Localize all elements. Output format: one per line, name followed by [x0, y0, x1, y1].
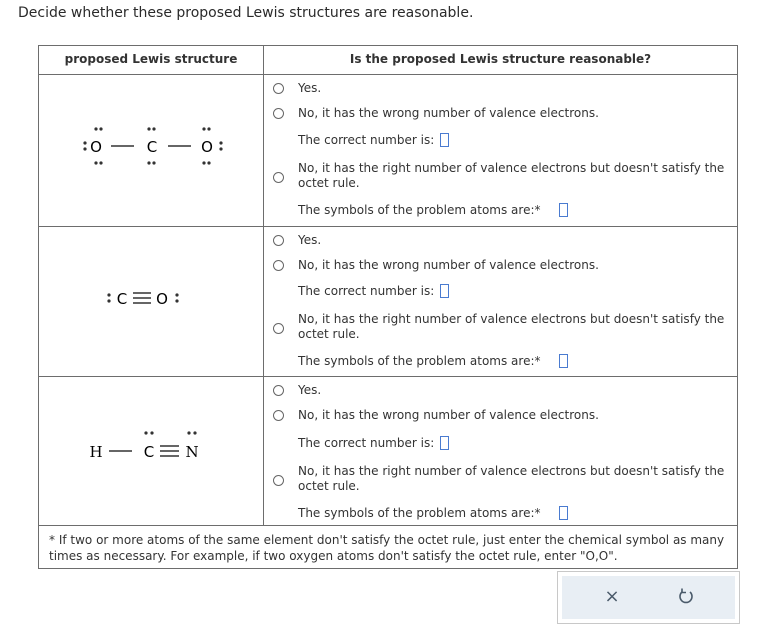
atom-o: O: [156, 290, 168, 308]
problem-atoms-label: The symbols of the problem atoms are:*: [298, 203, 568, 217]
header-reasonable: Is the proposed Lewis structure reasonable?: [349, 52, 652, 66]
action-bar: [557, 571, 740, 624]
radio-octet[interactable]: [273, 475, 284, 486]
undo-button[interactable]: [676, 587, 696, 607]
correct-number-input[interactable]: [440, 133, 449, 147]
lewis-structure-hcn: [39, 411, 263, 471]
radio-octet[interactable]: [273, 172, 284, 183]
atom-n: N: [185, 443, 199, 461]
radio-wrong-valence[interactable]: [273, 108, 284, 119]
atom-c: C: [116, 290, 128, 308]
clear-button[interactable]: ×: [604, 586, 620, 607]
atom-c-center: C: [146, 138, 158, 156]
correct-number-label: The correct number is:: [298, 133, 449, 147]
correct-number-input[interactable]: [440, 436, 449, 450]
atom-o-right: O: [201, 138, 213, 156]
radio-yes[interactable]: [273, 83, 284, 94]
action-bar-background: [562, 576, 735, 619]
structure-row-1: [39, 106, 263, 196]
atom-h: H: [89, 443, 103, 461]
structure-row-3: [39, 411, 263, 471]
problem-atoms-label: The symbols of the problem atoms are:*: [298, 354, 568, 368]
radio-octet[interactable]: [273, 323, 284, 334]
radio-yes[interactable]: [273, 235, 284, 246]
question-prompt: Decide whether these proposed Lewis structures are reasonable.: [18, 5, 474, 21]
correct-number-label: The correct number is:: [298, 436, 449, 450]
table-header: [39, 46, 737, 75]
radio-yes[interactable]: [273, 385, 284, 396]
atom-o-left: O: [90, 138, 102, 156]
correct-number-label: The correct number is:: [298, 284, 449, 298]
problem-atoms-input[interactable]: [559, 506, 568, 520]
atom-c: C: [143, 443, 155, 461]
radio-wrong-valence[interactable]: [273, 260, 284, 271]
footnote: * If two or more atoms of the same element don't satisfy the octet rule, just enter the chemical symbol as many times as necessary. For example, if two oxygen atoms don't satisfy the octet rule, enter "O,O".: [49, 533, 725, 563]
lewis-structure-oco: [39, 106, 263, 196]
header-proposed-structure: proposed Lewis structure: [64, 52, 238, 66]
radio-wrong-valence[interactable]: [273, 410, 284, 421]
lewis-structure-co: [39, 271, 263, 321]
structure-row-2: [39, 271, 263, 321]
correct-number-input[interactable]: [440, 284, 449, 298]
problem-atoms-input[interactable]: [559, 354, 568, 368]
problem-atoms-input[interactable]: [559, 203, 568, 217]
lewis-structure-table: proposed Lewis structure Is the proposed Lewis structure reasonable? O C O C O H C N Yes. No, it has the wrong number of valence electrons. The correct number is: No, it has the right number of valence electrons but doesn't satisfy the octet rule. The symbols of the problem atoms are:* Yes. No, it has the wrong number of valence electrons. The correct number is: No, it has the right number of valence electrons but doesn't satisfy the octet rule. The symbols of the problem atoms are:* Yes. No, it has the wrong number of valence electrons. The correct number is: No, it has the right number of valence electrons but doesn't satisfy the octet rule. The symbols of the problem atoms are:* * If two or more atoms of the same element don't satisfy the octet rule, just enter the chemical symbol as many times as necessary. For example, if two oxygen atoms don't satisfy the octet rule, enter "O,O".: [38, 45, 738, 569]
problem-atoms-label: The symbols of the problem atoms are:*: [298, 506, 568, 520]
undo-icon: [676, 587, 696, 607]
